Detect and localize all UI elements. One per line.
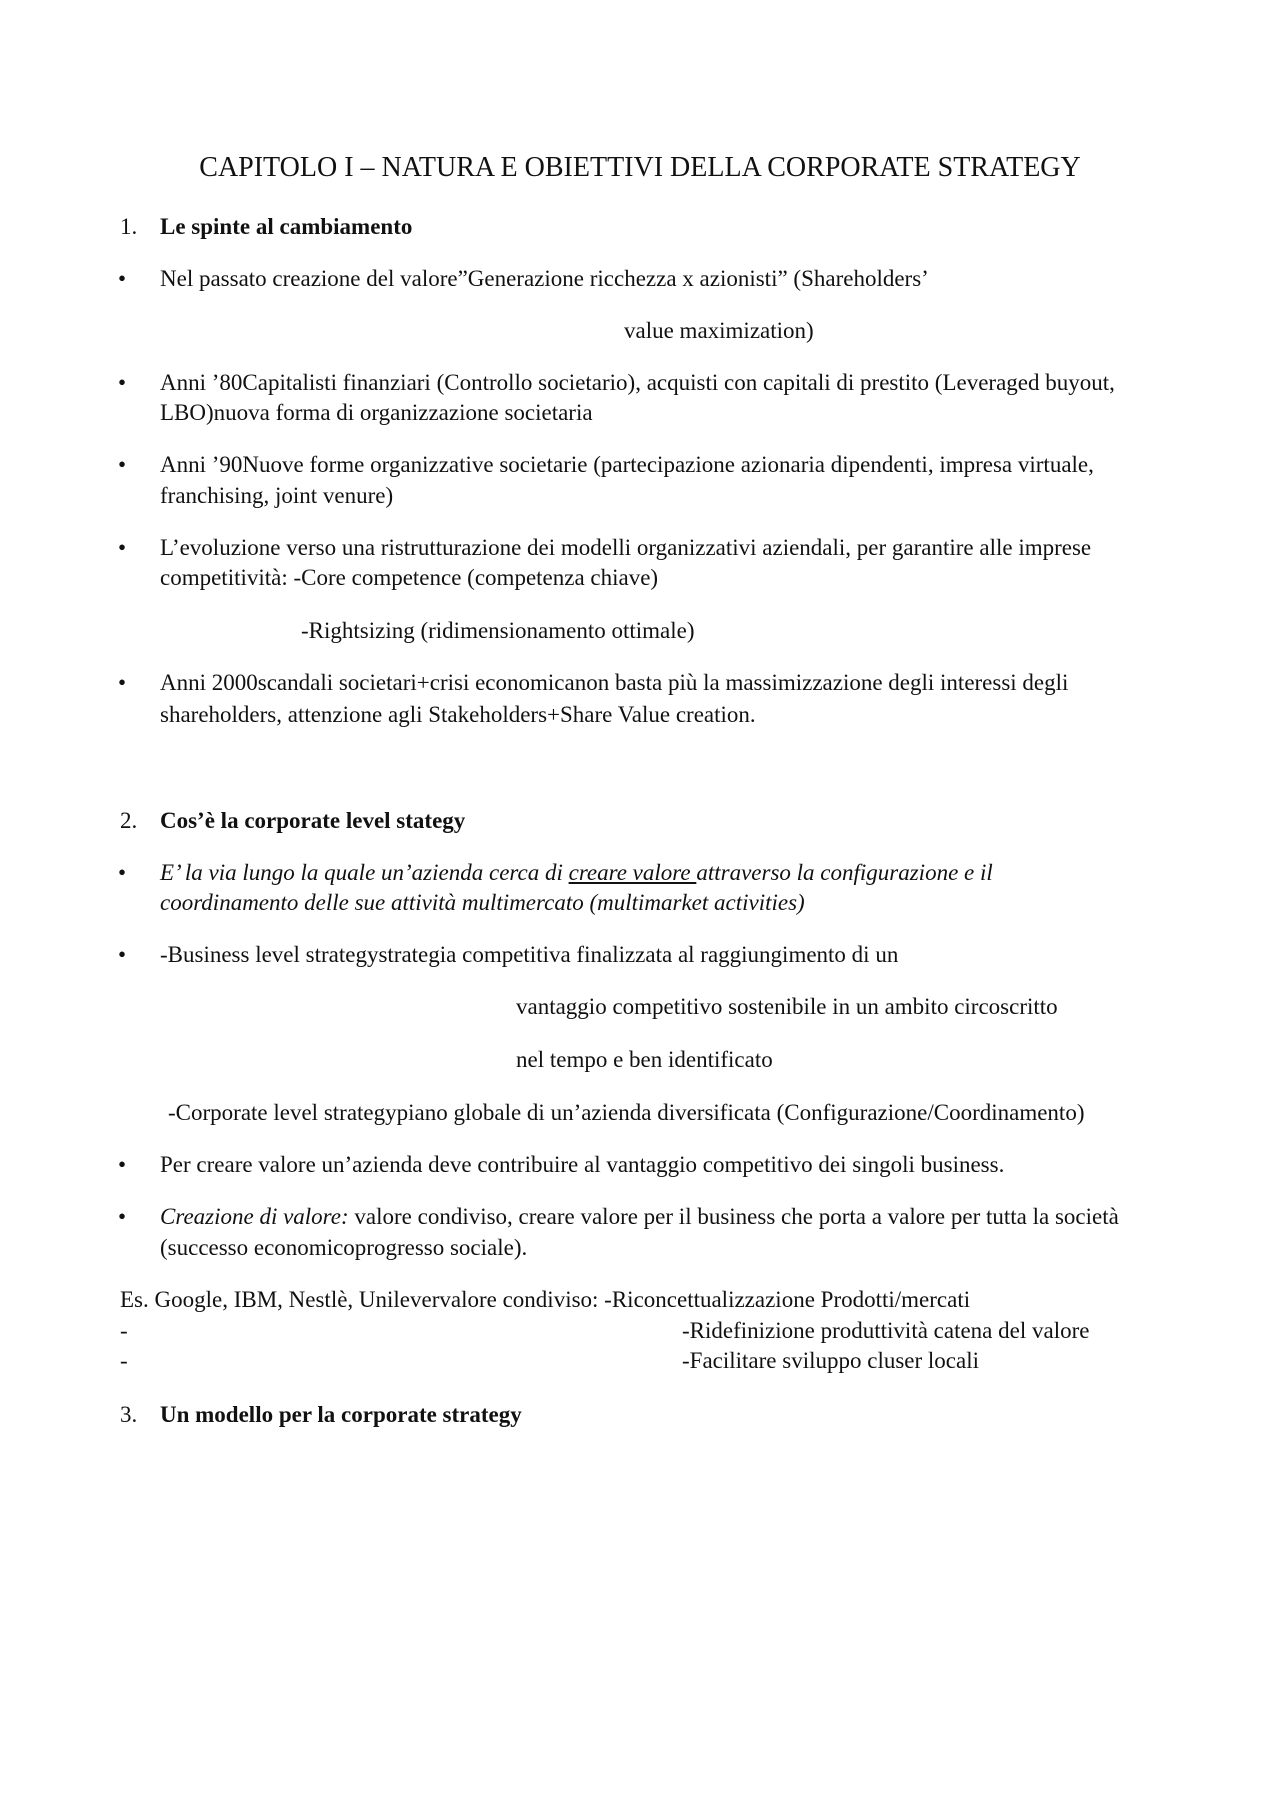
creation-line-2: (successo economicoprogresso sociale). — [160, 1235, 528, 1260]
bullet-marker: • — [118, 266, 127, 291]
bullet-5-line-1: Anni 2000scandali societari+crisi economicanon basta più la massimizzazione degli interessi degli — [160, 670, 1069, 695]
value-creation-line: Per creare valore un’azienda deve contribuire al vantaggio competitivo dei singoli business. — [160, 1152, 1005, 1177]
creare-valore-underlined: creare valore — [568, 860, 697, 885]
creation-text: valore condiviso, creare valore per il business che porta a valore per tutta la società — [348, 1204, 1119, 1229]
section-1-number: 1. — [120, 214, 138, 239]
bullet-marker: • — [118, 370, 127, 395]
bullet-marker: • — [118, 942, 127, 967]
bullet-2-line-1: Anni ’80Capitalisti finanziari (Controllo societario), acquisti con capitali di prestito (Leveraged buyout, — [160, 370, 1115, 395]
definition-line-2: coordinamento delle sue attività multimercato (multimarket activities) — [160, 890, 805, 915]
bullet-3-line-1: Anni ’90Nuove forme organizzative societarie (partecipazione azionaria dipendenti, impresa virtuale, — [160, 452, 1094, 477]
business-level-line-1: -Business level strategystrategia competitiva finalizzata al raggiungimento di un — [160, 942, 899, 967]
corporate-level-line: -Corporate level strategypiano globale di un’azienda diversificata (Configurazione/Coordinamento) — [168, 1100, 1085, 1125]
business-level-line-2: vantaggio competitivo sostenibile in un ambito circoscritto — [516, 994, 1058, 1019]
definition-part-1: E’ la via lungo la quale un’azienda cerca di — [160, 860, 569, 885]
section-3-number: 3. — [120, 1402, 138, 1427]
bullet-1-line-2: value maximization) — [624, 318, 814, 343]
bullet-marker: • — [118, 670, 127, 695]
bullet-marker: • — [118, 1204, 127, 1229]
example-line: Es. Google, IBM, Nestlè, Unilevervalore condiviso: -Riconcettualizzazione Prodotti/mercati — [120, 1287, 971, 1312]
bullet-4-line-2: competitività: -Core competence (competenza chiave) — [160, 565, 659, 590]
creation-line-1 — [160, 1202, 1119, 1232]
bullet-marker: • — [118, 860, 127, 885]
bullet-marker: • — [118, 452, 127, 477]
example-item-3: -Facilitare sviluppo cluser locali — [682, 1348, 979, 1373]
bullet-3-line-2: franchising, joint venure) — [160, 483, 394, 508]
bullet-4-line-1: L’evoluzione verso una ristrutturazione dei modelli organizzativi aziendali, per garantire alle imprese — [160, 535, 1092, 560]
definition-part-2: attraverso la configurazione e il — [696, 860, 993, 885]
definition-line-1 — [160, 858, 993, 888]
bullet-5-line-2: shareholders, attenzione agli Stakeholders+Share Value creation. — [160, 702, 756, 727]
bullet-marker: • — [118, 1152, 127, 1177]
bullet-2-line-2: LBO)nuova forma di organizzazione societaria — [160, 400, 593, 425]
bullet-4-line-3: -Rightsizing (ridimensionamento ottimale) — [301, 618, 695, 643]
section-2-number: 2. — [120, 808, 138, 833]
section-3-heading: Un modello per la corporate strategy — [160, 1402, 522, 1427]
example-dash: - — [120, 1318, 128, 1343]
creation-label: Creazione di valore: — [160, 1204, 349, 1229]
page-title: CAPITOLO I – NATURA E OBIETTIVI DELLA CORPORATE STRATEGY — [199, 152, 1081, 183]
section-1-heading: Le spinte al cambiamento — [160, 214, 413, 239]
example-dash: - — [120, 1348, 128, 1373]
business-level-line-3: nel tempo e ben identificato — [516, 1047, 773, 1072]
bullet-1-line-1: Nel passato creazione del valore”Generazione ricchezza x azionisti” (Shareholders’ — [160, 266, 929, 291]
bullet-marker: • — [118, 535, 127, 560]
example-item-2: -Ridefinizione produttività catena del valore — [682, 1318, 1090, 1343]
section-2-heading: Cos’è la corporate level stategy — [160, 808, 466, 833]
